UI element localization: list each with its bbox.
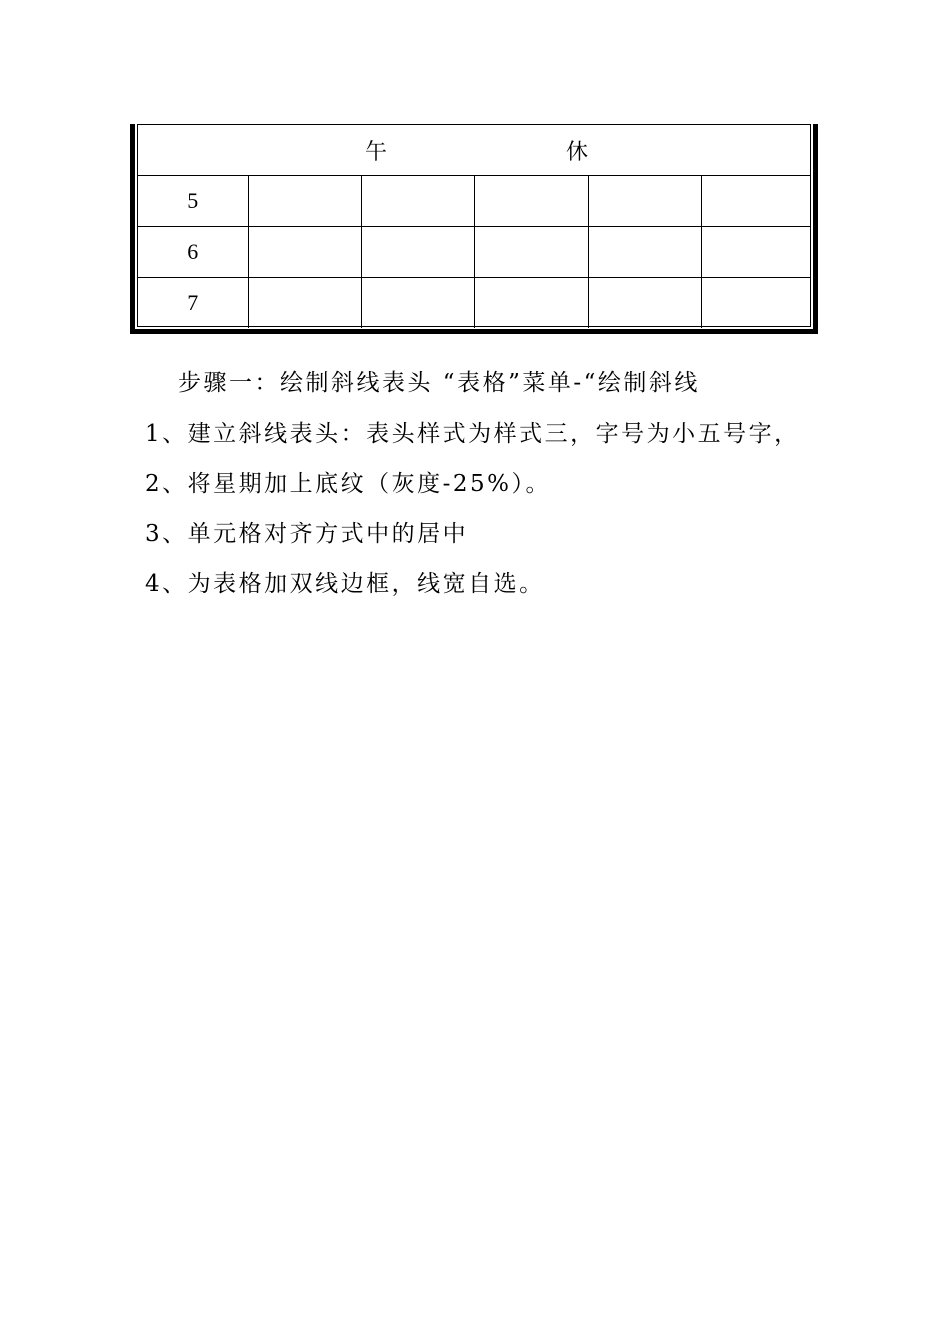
table-cell <box>588 278 701 329</box>
table-cell <box>361 227 474 278</box>
table-row <box>138 176 810 227</box>
noon-label-char-2: 休 <box>566 140 589 165</box>
table-cell <box>474 176 588 227</box>
table-cell <box>361 176 474 227</box>
table-row <box>138 227 810 278</box>
schedule-table <box>138 125 810 328</box>
instruction-item-2: 2、将星期加上底纹（灰度-25%）。 <box>145 471 552 497</box>
period-number: 5 <box>138 176 248 227</box>
noon-break-row <box>138 125 810 176</box>
table-cell <box>474 227 588 278</box>
table-cell <box>474 278 588 329</box>
table-cell <box>701 278 810 329</box>
instruction-item-4: 4、为表格加双线边框，线宽自选。 <box>145 571 545 597</box>
table-cell <box>588 227 701 278</box>
table-cell <box>701 176 810 227</box>
table-cell <box>248 227 361 278</box>
schedule-table-inner-border <box>137 124 811 327</box>
table-cell <box>248 176 361 227</box>
table-cell <box>361 278 474 329</box>
table-cell <box>701 227 810 278</box>
table-cell <box>248 278 361 329</box>
noon-label-char-1: 午 <box>365 140 388 165</box>
schedule-table-frame <box>130 124 818 334</box>
step-title: 步骤一：绘制斜线表头 “表格”菜单-“绘制斜线 <box>178 370 700 396</box>
table-row <box>138 278 810 329</box>
instruction-item-3: 3、单元格对齐方式中的居中 <box>145 521 469 547</box>
period-number: 7 <box>138 278 248 329</box>
period-number: 6 <box>138 227 248 278</box>
noon-break-cell <box>138 125 810 176</box>
table-cell <box>588 176 701 227</box>
instruction-item-1: 1、建立斜线表头：表头样式为样式三，字号为小五号字， <box>145 421 800 447</box>
